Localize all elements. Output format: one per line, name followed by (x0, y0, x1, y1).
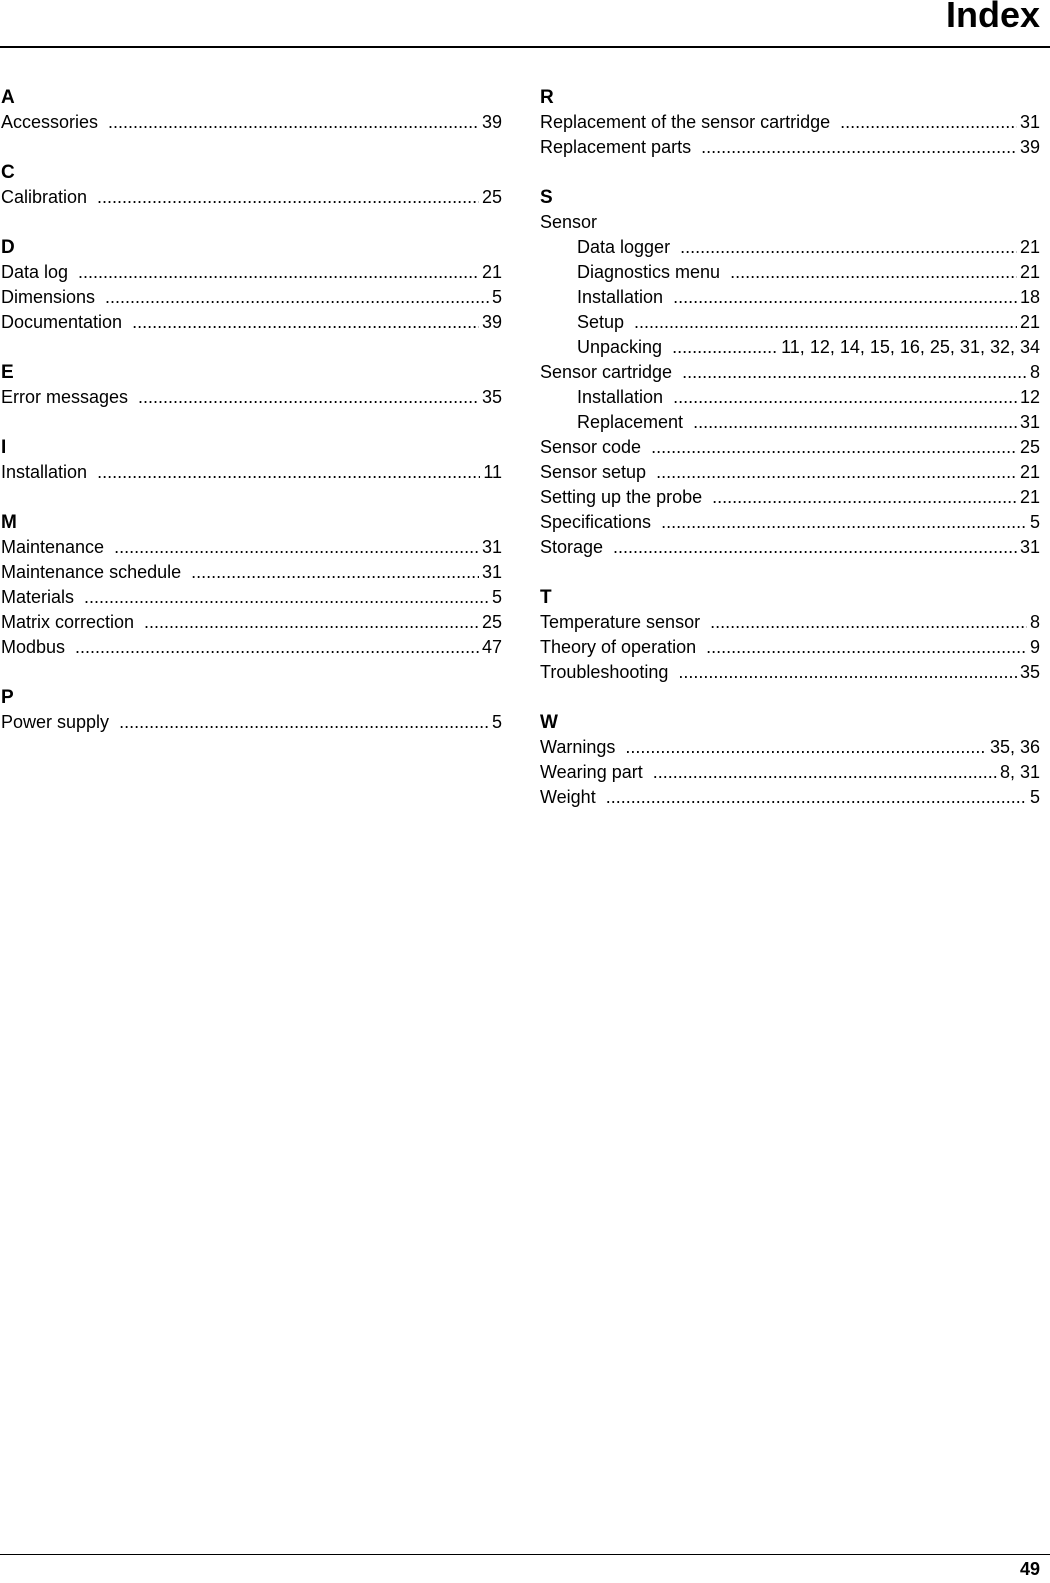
page-reference: 35, 36 (989, 737, 1040, 757)
index-column-right (540, 85, 1040, 835)
index-subentry (540, 260, 1040, 285)
page-reference: 5 (491, 287, 502, 307)
page-reference: 8 (1029, 362, 1040, 382)
page-reference: 35 (481, 387, 502, 407)
index-entry (540, 535, 1040, 560)
page-reference: 18 (1019, 287, 1040, 307)
index-entry (540, 110, 1040, 135)
page-reference: 39 (481, 112, 502, 132)
index-entry (540, 660, 1040, 685)
index-term: Setting up the probe (540, 487, 703, 507)
dot-leader (78, 260, 479, 285)
page-reference: 31 (481, 562, 502, 582)
dot-leader (625, 735, 987, 760)
index-entry (540, 210, 1040, 235)
index-letter-heading: D (1, 237, 15, 258)
dot-leader (132, 310, 479, 335)
index-term: Calibration (1, 187, 88, 207)
index-section-a (1, 85, 502, 135)
dot-leader (710, 610, 1027, 635)
index-letter-heading: A (1, 87, 15, 108)
page-reference: 5 (1029, 787, 1040, 807)
dot-leader (108, 110, 479, 135)
index-term: Specifications (540, 512, 652, 532)
page-reference: 31 (1019, 537, 1040, 557)
dot-leader (673, 285, 1017, 310)
index-term: Dimensions (1, 287, 96, 307)
index-term: Installation (1, 462, 88, 482)
page-reference: 11, 12, 14, 15, 16, 25, 31, 32, 34 (781, 337, 1040, 357)
dot-leader (672, 335, 778, 360)
index-entry (540, 135, 1040, 160)
dot-leader (701, 135, 1017, 160)
dot-leader (680, 235, 1017, 260)
index-subentry (540, 335, 1040, 360)
index-term: Documentation (1, 312, 123, 332)
index-term: Accessories (1, 112, 99, 132)
index-column-left (1, 85, 502, 760)
index-letter-heading: E (1, 362, 14, 383)
page-reference: 47 (481, 637, 502, 657)
index-section-r (540, 85, 1040, 160)
index-term: Installation (577, 287, 664, 307)
page-reference: 21 (1019, 312, 1040, 332)
index-letter-heading: T (540, 587, 552, 608)
dot-leader (730, 260, 1017, 285)
index-letter-heading: P (1, 687, 14, 708)
index-term: Temperature sensor (540, 612, 701, 632)
footer-rule (0, 1554, 1050, 1555)
index-entry (1, 585, 502, 610)
index-subentry (540, 310, 1040, 335)
index-section-e (1, 360, 502, 410)
index-entry (1, 185, 502, 210)
index-term: Sensor (540, 212, 598, 232)
index-term: Replacement parts (540, 137, 692, 157)
index-term: Diagnostics menu (577, 262, 721, 282)
index-term: Power supply (1, 712, 110, 732)
page-reference: 35 (1019, 662, 1040, 682)
dot-leader (656, 460, 1017, 485)
index-entry (540, 510, 1040, 535)
index-term: Installation (577, 387, 664, 407)
index-term: Data log (1, 262, 69, 282)
dot-leader (651, 435, 1017, 460)
dot-leader (84, 585, 489, 610)
index-entry (1, 110, 502, 135)
index-term: Data logger (577, 237, 671, 257)
page-reference: 8, 31 (999, 762, 1040, 782)
index-entry (1, 610, 502, 635)
index-section-d (1, 235, 502, 335)
dot-leader (673, 385, 1017, 410)
index-entry (540, 610, 1040, 635)
index-entry (1, 310, 502, 335)
dot-leader (613, 535, 1017, 560)
index-letter-heading: W (540, 712, 558, 733)
dot-leader (706, 635, 1027, 660)
page-reference: 25 (1019, 437, 1040, 457)
index-entry (1, 385, 502, 410)
index-term: Replacement of the sensor cartridge (540, 112, 831, 132)
dot-leader (114, 535, 479, 560)
index-entry (540, 635, 1040, 660)
page-reference: 21 (1019, 487, 1040, 507)
index-entry (1, 635, 502, 660)
page-reference: 21 (1019, 462, 1040, 482)
dot-leader (97, 185, 479, 210)
page-reference: 21 (1019, 262, 1040, 282)
index-term: Weight (540, 787, 596, 807)
page-reference: 21 (1019, 237, 1040, 257)
index-term: Maintenance schedule (1, 562, 182, 582)
index-letter-heading: M (1, 512, 17, 533)
dot-leader (119, 710, 489, 735)
page-reference: 5 (491, 587, 502, 607)
index-term: Sensor code (540, 437, 642, 457)
index-letter-heading: I (1, 437, 7, 458)
index-term: Maintenance (1, 537, 105, 557)
index-term: Error messages (1, 387, 129, 407)
index-letter-heading: R (540, 87, 554, 108)
dot-leader (840, 110, 1017, 135)
page-reference: 31 (1019, 412, 1040, 432)
index-entry (540, 485, 1040, 510)
index-entry (540, 760, 1040, 785)
index-entry (1, 710, 502, 735)
page-reference: 31 (481, 537, 502, 557)
index-entry (1, 285, 502, 310)
index-term: Sensor setup (540, 462, 647, 482)
index-term: Sensor cartridge (540, 362, 673, 382)
index-entry (1, 460, 502, 485)
page-reference: 12 (1019, 387, 1040, 407)
dot-leader (693, 410, 1017, 435)
page-reference: 39 (1019, 137, 1040, 157)
index-term: Replacement (577, 412, 684, 432)
index-term: Storage (540, 537, 604, 557)
index-entry (540, 785, 1040, 810)
index-entry (1, 535, 502, 560)
page-reference: 25 (481, 612, 502, 632)
page-reference: 5 (491, 712, 502, 732)
dot-leader (138, 385, 479, 410)
dot-leader (75, 635, 479, 660)
index-section-w (540, 710, 1040, 810)
page-reference: 9 (1029, 637, 1040, 657)
index-section-p (1, 685, 502, 735)
dot-leader (682, 360, 1027, 385)
index-section-m (1, 510, 502, 660)
dot-leader (191, 560, 479, 585)
dot-leader (105, 285, 489, 310)
index-entry (540, 460, 1040, 485)
header-rule (0, 46, 1050, 48)
dot-leader (678, 660, 1017, 685)
index-section-c (1, 160, 502, 210)
index-term: Matrix correction (1, 612, 135, 632)
dot-leader (712, 485, 1017, 510)
index-section-t (540, 585, 1040, 685)
page-number: 49 (1019, 1559, 1040, 1579)
index-letter-heading: C (1, 162, 15, 183)
page-reference: 21 (481, 262, 502, 282)
index-term: Warnings (540, 737, 616, 757)
index-entry (540, 360, 1040, 385)
index-term: Unpacking (577, 337, 663, 357)
dot-leader (661, 510, 1027, 535)
dot-leader (653, 760, 997, 785)
index-section-i (1, 435, 502, 485)
index-subentry (540, 235, 1040, 260)
index-term: Theory of operation (540, 637, 697, 657)
page-reference: 8 (1029, 612, 1040, 632)
index-term: Setup (577, 312, 625, 332)
index-entry (1, 560, 502, 585)
index-term: Modbus (1, 637, 66, 657)
dot-leader (606, 785, 1027, 810)
page-title: Index (945, 0, 1040, 35)
page-reference: 25 (481, 187, 502, 207)
dot-leader (634, 310, 1017, 335)
index-term: Wearing part (540, 762, 643, 782)
index-term: Materials (1, 587, 75, 607)
page-reference: 39 (481, 312, 502, 332)
dot-leader (97, 460, 480, 485)
index-entry (540, 435, 1040, 460)
index-subentry (540, 385, 1040, 410)
index-term: Troubleshooting (540, 662, 669, 682)
page-reference: 5 (1029, 512, 1040, 532)
index-entry (1, 260, 502, 285)
index-section-s (540, 185, 1040, 560)
page-reference: 31 (1019, 112, 1040, 132)
page-reference: 11 (483, 462, 502, 482)
index-subentry (540, 410, 1040, 435)
dot-leader (144, 610, 479, 635)
index-entry (540, 735, 1040, 760)
index-letter-heading: S (540, 187, 553, 208)
index-subentry (540, 285, 1040, 310)
